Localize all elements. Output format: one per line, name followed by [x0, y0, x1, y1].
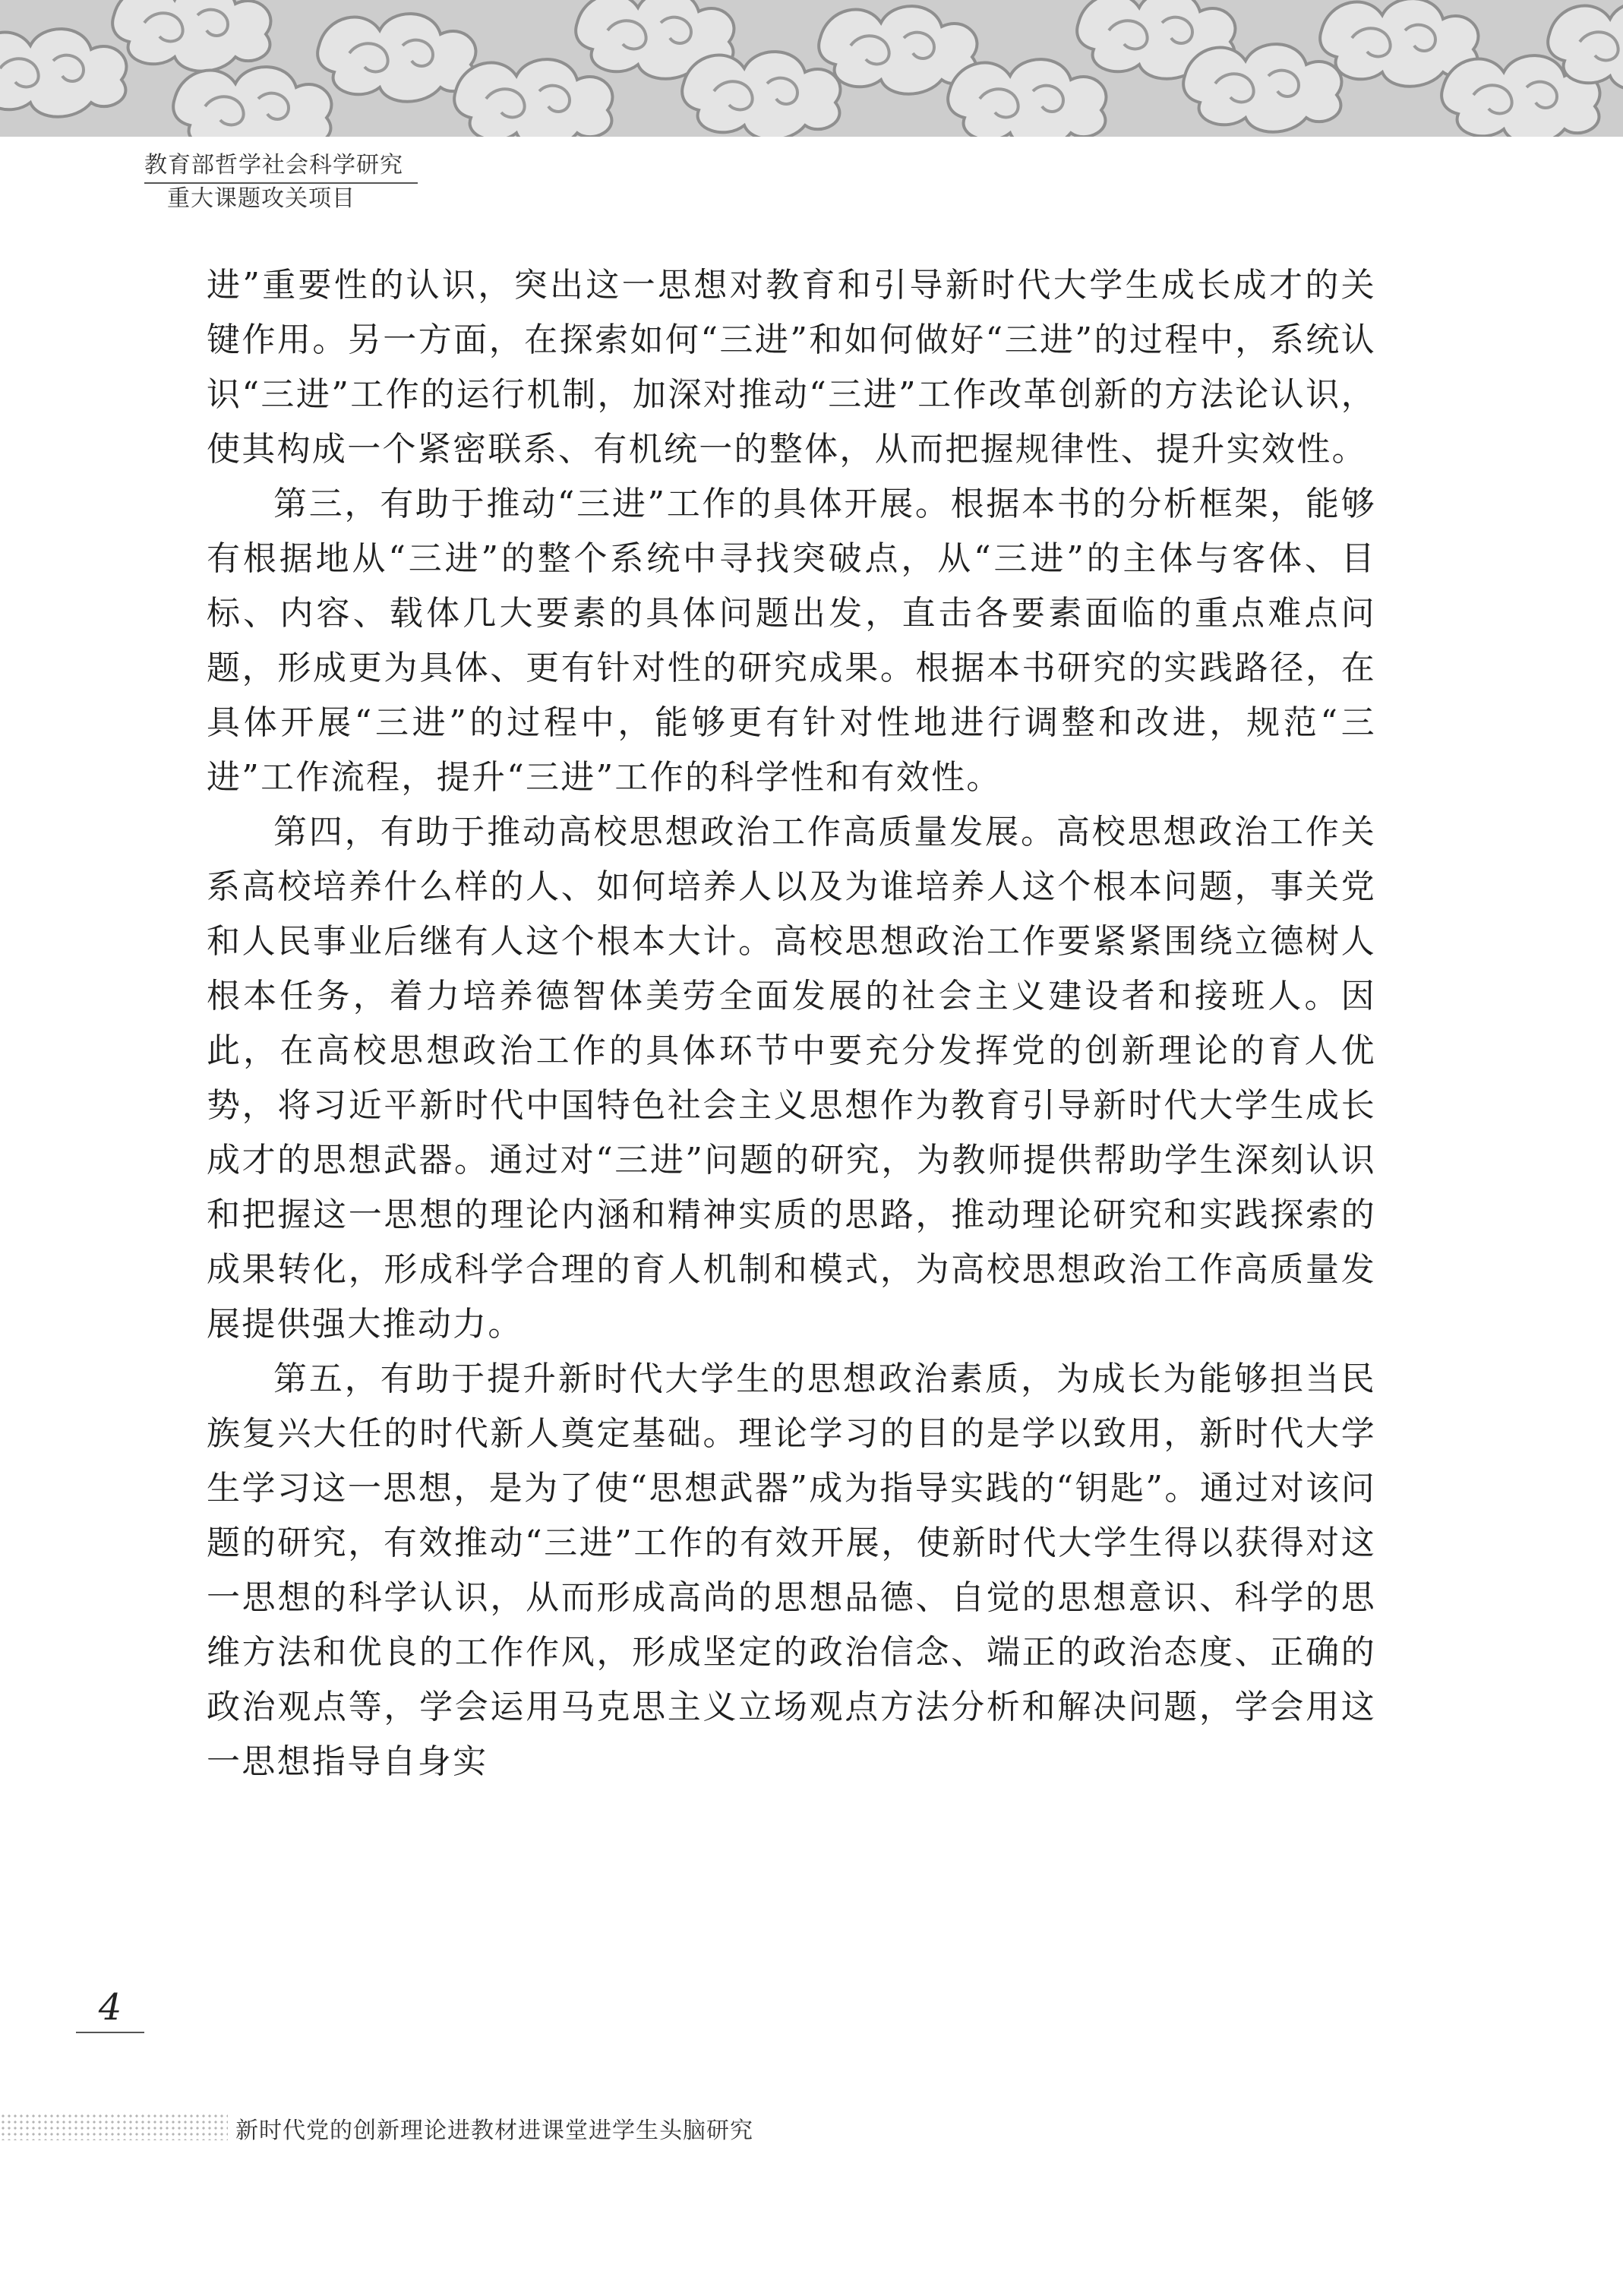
paragraph-third-point: 第三，有助于推动“三进”工作的具体开展。根据本书的分析框架，能够有根据地从“三进”的整个系统中寻找突破点，从“三进”的主体与客体、目标、内容、载体几大要素的具体问题出发，直击各要素面临的重点难点问题，形成更为具体、更有针对性的研究成果。根据本书研究的实践路径，在具体开展“三进”的过程中，能够更有针对性地进行调整和改进，规范“三进”工作流程，提升“三进”工作的科学性和有效性。: [207, 485, 1376, 797]
cloud-pattern-banner: [0, 0, 1623, 137]
series-title-line1: 教育部哲学社会科学研究: [144, 150, 418, 184]
paragraph-fifth-point: 第五，有助于提升新时代大学生的思想政治素质，为成长为能够担当民族复兴大任的时代新人奠定基础。理论学习的目的是学以致用，新时代大学生学习这一思想，是为了使“思想武器”成为指导实践的“钥匙”。通过对该问题的研究，有效推动“三进”工作的有效开展，使新时代大学生得以获得对这一思想的科学认识，从而形成高尚的思想品德、自觉的思想意识、科学的思维方法和优良的工作作风，形成坚定的政治信念、端正的政治态度、正确的政治观点等，学会运用马克思主义立场观点方法分析和解决问题，学会用这一思想指导自身实: [207, 1360, 1376, 1781]
footer-book-title: 新时代党的创新理论进教材进课堂进学生头脑研究: [235, 2118, 753, 2144]
footer-dot-pattern: [0, 2113, 228, 2140]
page-number: 4: [76, 1986, 144, 2033]
series-title-line2: 重大课题攻关项目: [167, 185, 355, 212]
paragraph-fourth-point: 第四，有助于推动高校思想政治工作高质量发展。高校思想政治工作关系高校培养什么样的人、如何培养人以及为谁培养人这个根本问题，事关党和人民事业后继有人这个根本大计。高校思想政治工作要紧紧围绕立德树人根本任务，着力培养德智体美劳全面发展的社会主义建设者和接班人。因此，在高校思想政治工作的具体环节中要充分发挥党的创新理论的育人优势，将习近平新时代中国特色社会主义思想作为教育引导新时代大学生成长成才的思想武器。通过对“三进”问题的研究，为教师提供帮助学生深刻认识和把握这一思想的理论内涵和精神实质的思路，推动理论研究和实践探索的成果转化，形成科学合理的育人机制和模式，为高校思想政治工作高质量发展提供强大推动力。: [207, 813, 1376, 1344]
cloud-pattern-icon: [0, 0, 1623, 137]
body-text: [207, 258, 1376, 1789]
paragraph-continued: 进”重要性的认识，突出这一思想对教育和引导新时代大学生成长成才的关键作用。另一方面，在探索如何“三进”和如何做好“三进”的过程中，系统认识“三进”工作的运行机制，加深对推动“三进”工作改革创新的方法论认识，使其构成一个紧密联系、有机统一的整体，从而把握规律性、提升实效性。: [207, 266, 1376, 469]
series-header: [144, 150, 418, 214]
